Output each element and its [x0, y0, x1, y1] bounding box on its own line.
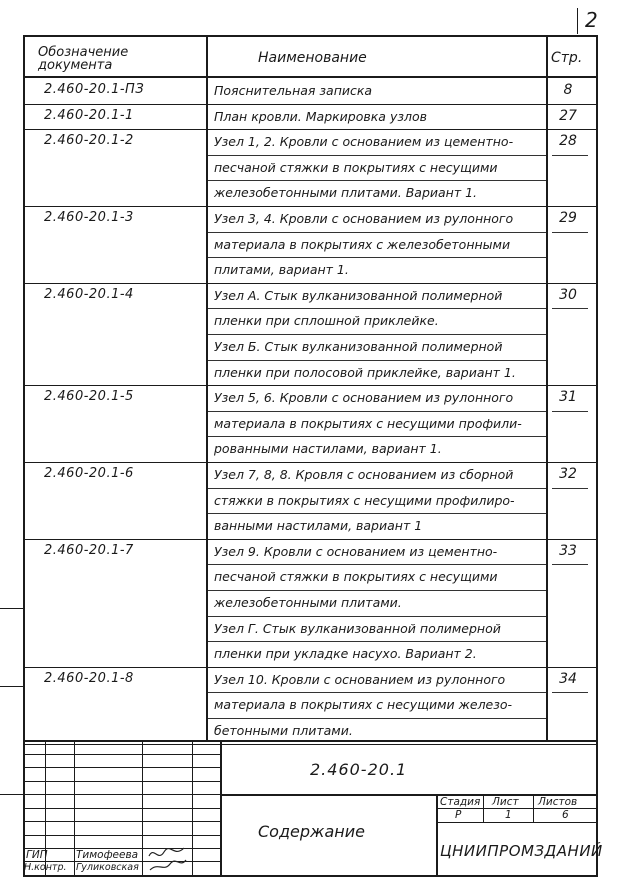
- doc-designation: 2.460-20.1-5: [44, 389, 134, 405]
- name-underline: [208, 590, 546, 591]
- doc-page: 8: [563, 82, 573, 98]
- doc-name-line: песчаной стяжки в покрытиях с несущими: [214, 159, 498, 175]
- doc-name-line: пленки при сплошной приклейке.: [214, 313, 439, 329]
- doc-name-line: плитами, вариант 1.: [214, 262, 349, 278]
- doc-name-line: Узел А. Стык вулканизованной полимерной: [214, 287, 503, 303]
- page-number-divider: [577, 8, 578, 34]
- doc-name-line: железобетонными плитами.: [214, 595, 402, 610]
- doc-name-line: План кровли. Маркировка узлов: [214, 108, 427, 124]
- page-underline: [552, 308, 588, 309]
- row-separator: [23, 462, 597, 463]
- doc-name-line: песчаной стяжки в покрытиях с несущими: [214, 569, 498, 585]
- name-underline: [208, 616, 546, 617]
- doc-designation: 2.460-20.1-3: [44, 210, 134, 225]
- row-separator: [23, 104, 597, 105]
- frame-left: [23, 35, 25, 875]
- name-underline: [208, 257, 546, 258]
- doc-name-line: Узел 7, 8, 8. Кровля с основанием из сборной: [214, 467, 514, 482]
- name-underline: [208, 692, 546, 693]
- stamp-stage-label: Стадия: [440, 796, 481, 808]
- doc-name-line: материала в покрытиях с несущими профили-: [214, 415, 522, 431]
- name-underline: [208, 411, 546, 412]
- doc-designation: 2.460-20.1-1: [44, 107, 134, 123]
- doc-designation: 2.460-20.1-4: [44, 286, 134, 302]
- frame-right: [596, 35, 598, 875]
- page-underline: [552, 692, 588, 693]
- header-name: Наименование: [258, 50, 367, 66]
- row-separator: [23, 539, 597, 540]
- margin-tick-1: [0, 608, 23, 609]
- stamp-role-gip: ГИП: [26, 849, 48, 861]
- doc-name-line: ванными настилами, вариант 1: [214, 518, 423, 534]
- stamp-sheets-label: Листов: [538, 796, 578, 808]
- page-number: 2: [585, 8, 598, 32]
- stamp-grid-h6: [23, 821, 221, 822]
- doc-name-line: Пояснительная записка: [214, 83, 373, 98]
- doc-page: 33: [559, 542, 577, 559]
- frame-top: [23, 35, 597, 37]
- doc-page: 30: [559, 286, 577, 303]
- doc-name-line: бетонными плитами.: [214, 723, 353, 738]
- signature-drawing: [146, 842, 190, 874]
- name-underline: [208, 360, 546, 361]
- name-underline: [208, 488, 546, 489]
- doc-name-line: Узел 1, 2. Кровли с основанием из цементно-: [214, 134, 514, 150]
- stamp-top-line: [23, 740, 597, 742]
- stamp-right-v2: [533, 794, 534, 822]
- page-underline: [552, 488, 588, 489]
- doc-designation: 2.460-20.1-8: [44, 670, 134, 686]
- doc-page: 28: [559, 133, 577, 150]
- doc-page: 31: [559, 389, 577, 406]
- doc-page: 27: [559, 107, 577, 124]
- doc-name-line: Узел Б. Стык вулканизованной полимерной: [214, 339, 503, 354]
- row-separator: [23, 129, 597, 130]
- row-separator: [23, 283, 597, 284]
- name-underline: [208, 308, 546, 309]
- doc-name-line: Узел Г. Стык вулканизованной полимерной: [214, 620, 501, 636]
- stamp-person-nkontr: Гуликовская: [76, 862, 139, 873]
- doc-designation: 2.460-20.1-6: [44, 466, 134, 481]
- frame-bottom: [23, 875, 598, 877]
- stamp-grid-h2: [23, 767, 221, 768]
- doc-name-line: материала в покрытиях с железобетонными: [214, 236, 511, 252]
- page-underline: [552, 155, 588, 156]
- col-divider-1: [206, 35, 208, 740]
- doc-name-line: Узел 10. Кровли с основанием из рулонного: [214, 671, 506, 687]
- row-separator: [23, 667, 597, 668]
- doc-designation: 2.460-20.1-2: [44, 133, 134, 149]
- doc-name-line: Узел 9. Кровли с основанием из цементно-: [214, 543, 498, 559]
- doc-page: 34: [559, 670, 577, 687]
- page-underline: [552, 411, 588, 412]
- doc-name-line: пленки при полосовой приклейке, вариант 1.: [214, 364, 516, 380]
- doc-designation: 2.460-20.1-ПЗ: [44, 82, 145, 97]
- stamp-grid-h4: [23, 794, 221, 795]
- stamp-grid-h3: [23, 781, 221, 782]
- name-underline: [208, 334, 546, 335]
- doc-name-line: пленки при укладке насухо. Вариант 2.: [214, 646, 477, 662]
- stamp-right-h2: [436, 822, 597, 823]
- doc-name-line: стяжки в покрытиях с несущими профилиро-: [214, 492, 515, 508]
- doc-name-line: рованными настилами, вариант 1.: [214, 441, 442, 457]
- stamp-organization: ЦНИИПРОМЗДАНИЙ: [440, 842, 603, 860]
- doc-designation: 2.460-20.1-7: [44, 542, 134, 558]
- page-underline: [552, 564, 588, 565]
- row-separator: [23, 744, 597, 745]
- stamp-sheet-label: Лист: [492, 796, 519, 808]
- stamp-sheet-value: 1: [505, 809, 512, 821]
- doc-name-line: железобетонными плитами. Вариант 1.: [214, 185, 478, 201]
- row-separator: [23, 206, 597, 207]
- stamp-sheets-value: 6: [562, 809, 569, 821]
- stamp-grid-h7: [23, 835, 221, 836]
- stamp-title: Содержание: [258, 822, 365, 841]
- header-page: Стр.: [551, 50, 583, 66]
- row-separator: [23, 385, 597, 386]
- stamp-code: 2.460-20.1: [310, 760, 408, 779]
- doc-name-line: материала в покрытиях с несущими железо-: [214, 697, 513, 713]
- name-underline: [208, 718, 546, 719]
- name-underline: [208, 180, 546, 181]
- stamp-right-v1: [483, 794, 484, 822]
- name-underline: [208, 513, 546, 514]
- doc-page: 29: [559, 210, 577, 226]
- stamp-grid-h1: [23, 754, 221, 755]
- header-designation: Обозначение документа: [38, 45, 129, 73]
- page-underline: [552, 232, 588, 233]
- doc-name-line: Узел 5, 6. Кровли с основанием из рулонного: [214, 390, 514, 406]
- doc-page: 32: [559, 466, 577, 482]
- name-underline: [208, 232, 546, 233]
- stamp-person-gip: Тимофеева: [76, 849, 139, 861]
- doc-name-line: Узел 3, 4. Кровли с основанием из рулонного: [214, 211, 514, 226]
- name-underline: [208, 564, 546, 565]
- name-underline: [208, 155, 546, 156]
- name-underline: [208, 641, 546, 642]
- stamp-right-block-left: [436, 794, 438, 875]
- stamp-stage-value: Р: [455, 809, 462, 821]
- header-bottom-line: [23, 76, 597, 78]
- name-underline: [208, 436, 546, 437]
- stamp-role-nkontr: Н.контр.: [24, 862, 67, 873]
- margin-tick-3: [0, 794, 23, 795]
- stamp-grid-h5: [23, 808, 221, 809]
- margin-tick-2: [0, 686, 23, 687]
